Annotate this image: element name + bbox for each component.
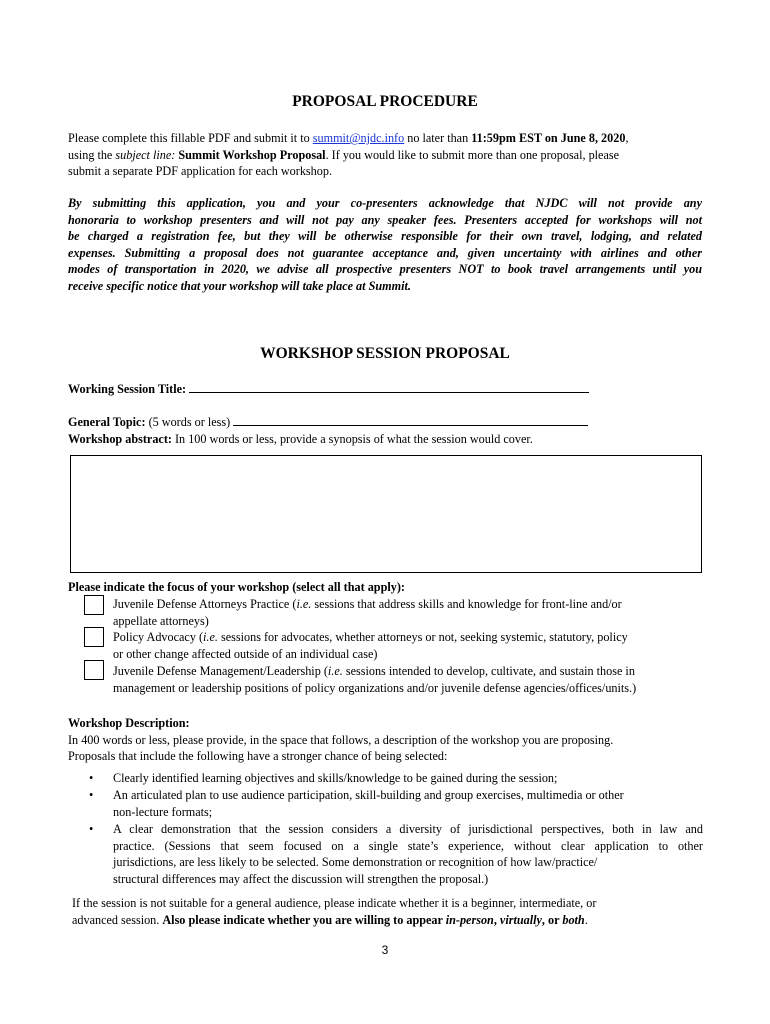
subject-label: subject line: [115,147,176,162]
option-desc-2: management or leadership positions of policy organizations and/or juvenile defense agencies/offices/units.) [113,680,637,695]
abstract-row [68,431,702,448]
bullet-line: non-lecture formats; [113,804,213,819]
focus-option-management-leadership [113,663,703,696]
level-or: , or [541,912,563,927]
procedure-line-3: submit a separate PDF application for each workshop. [68,164,332,179]
bullet-item-objectives [113,770,703,787]
focus-checkbox-policy-advocacy[interactable] [84,627,104,647]
level-text: advanced session. [72,912,163,927]
description-line: In 400 words or less, please provide, in the space that follows, a description of the workshop you are proposing. [68,732,614,747]
level-both: both [562,912,585,927]
level-period: . [584,912,588,927]
option-paren: ( [289,597,297,611]
option-name: Policy Advocacy [113,630,196,644]
procedure-title: PROPOSAL PROCEDURE [292,93,478,110]
notice-line: modes of transportation in 2020, we advise all prospective presenters NOT to book travel arrangements until you [68,262,702,277]
description-line: Proposals that include the following have a stronger chance of being selected: [68,749,448,764]
option-desc: sessions for advocates, whether attorneys or not, seeking systemic, statutory, policy [217,630,628,644]
topic-label: General Topic: [68,415,146,429]
focus-heading [68,579,702,596]
option-ie: i.e. [203,630,218,644]
option-name: Juvenile Defense Management/Leadership [113,664,321,678]
topic-field[interactable] [233,414,588,426]
bullet-dot: • [89,771,94,785]
procedure-line-1 [68,130,702,147]
deadline: 11:59pm EST on June 8, 2020 [471,131,626,145]
option-desc: sessions that address skills and knowledge for front-line and/or [311,597,622,611]
intro-text-2: no later than [404,131,472,145]
focus-heading-text: Please indicate the focus of your workshop (select all that apply): [68,580,405,594]
description-heading: Workshop Description: [68,716,190,730]
bullet-dot: • [89,788,94,802]
bullet-item-participation [113,787,703,820]
level-bold: Also please indicate whether you are willing to appear [162,912,446,927]
notice-line: By submitting this application, you and your co-presenters acknowledge that NJDC will not provide any [68,196,702,210]
level-line-2 [72,912,706,929]
option-desc-2: or other change affected outside of an individual case) [113,646,378,661]
abstract-text-box[interactable] [70,455,702,573]
session-title: WORKSHOP SESSION PROPOSAL [260,345,510,362]
option-paren: ( [195,630,204,644]
abstract-hint: In 100 words or less, provide a synopsis of what the session would cover. [175,432,533,446]
topic-hint: (5 words or less) [148,415,231,429]
intro-text: Please complete this fillable PDF and submit it to [68,131,313,145]
procedure-intro [68,130,702,180]
bullet-line: structural differences may affect the discussion will strengthen the proposal.) [113,871,489,886]
working-title-field[interactable] [189,381,589,393]
bullet-line: jurisdictions, are less likely to be selected. Some demonstration or recognition of how law/practice/ [113,855,598,870]
level-block [72,895,706,928]
subject-value: Summit Workshop Proposal [178,147,326,162]
line2-text: using the [68,147,116,162]
focus-checkbox-management-leadership[interactable] [84,660,104,680]
notice-line: expenses. Submitting a proposal does not guarantee acceptance and, given uncertainty with airlines and other [68,245,702,260]
bullet-line: A clear demonstration that the session considers a diversity of jurisdictional perspectives, both in law and [113,822,703,836]
focus-option-policy-advocacy [113,629,703,662]
line2-text-2: . If you would like to submit more than one proposal, please [325,147,620,162]
abstract-label: Workshop abstract: [68,432,172,446]
level-in-person: in-person [445,912,494,927]
option-ie: i.e. [296,597,312,611]
email-link[interactable]: summit@njdc.info [312,131,405,145]
bullet-line: practice. (Sessions that seem focused on a single state’s experience, without clear application to other [113,838,703,853]
option-name: Juvenile Defense Attorneys Practice [113,597,290,611]
focus-checkbox-attorneys-practice[interactable] [84,595,104,615]
notice-line: receive specific notice that your workshop will take place at Summit. [68,278,411,293]
bullet-dot: • [89,822,94,836]
level-virtually: virtually [499,912,542,927]
notice-line: be charged a registration fee, but they will be otherwise responsible for their own travel, lodging, and related [68,229,702,244]
bullet-line: An articulated plan to use audience participation, skill-building and group exercises, multimedia or other [113,788,624,802]
notice-line: honoraria to workshop presenters and will not pay any speaker fees. Presenters accepted for workshops will not [68,212,702,227]
working-title-label: Working Session Title: [68,382,187,396]
topic-row [68,414,702,431]
procedure-line-2 [68,147,702,164]
focus-option-attorneys-practice [113,596,703,629]
notice-block [68,195,702,295]
option-desc: sessions intended to develop, cultivate, and sustain those in [342,664,635,678]
bullet-line: Clearly identified learning objectives and skills/knowledge to be gained during the session; [113,771,558,785]
intro-text-3: , [625,131,629,145]
bullet-item-diversity [113,821,703,887]
working-title-row [68,381,702,398]
option-desc-2: appellate attorneys) [113,613,209,628]
page-number: 3 [381,943,389,957]
option-ie: i.e. [327,664,343,678]
level-line: If the session is not suitable for a general audience, please indicate whether it is a beginner, intermediate, or [72,896,597,910]
description-block [68,715,702,765]
level-comma: , [493,912,500,927]
option-paren: ( [320,664,328,678]
